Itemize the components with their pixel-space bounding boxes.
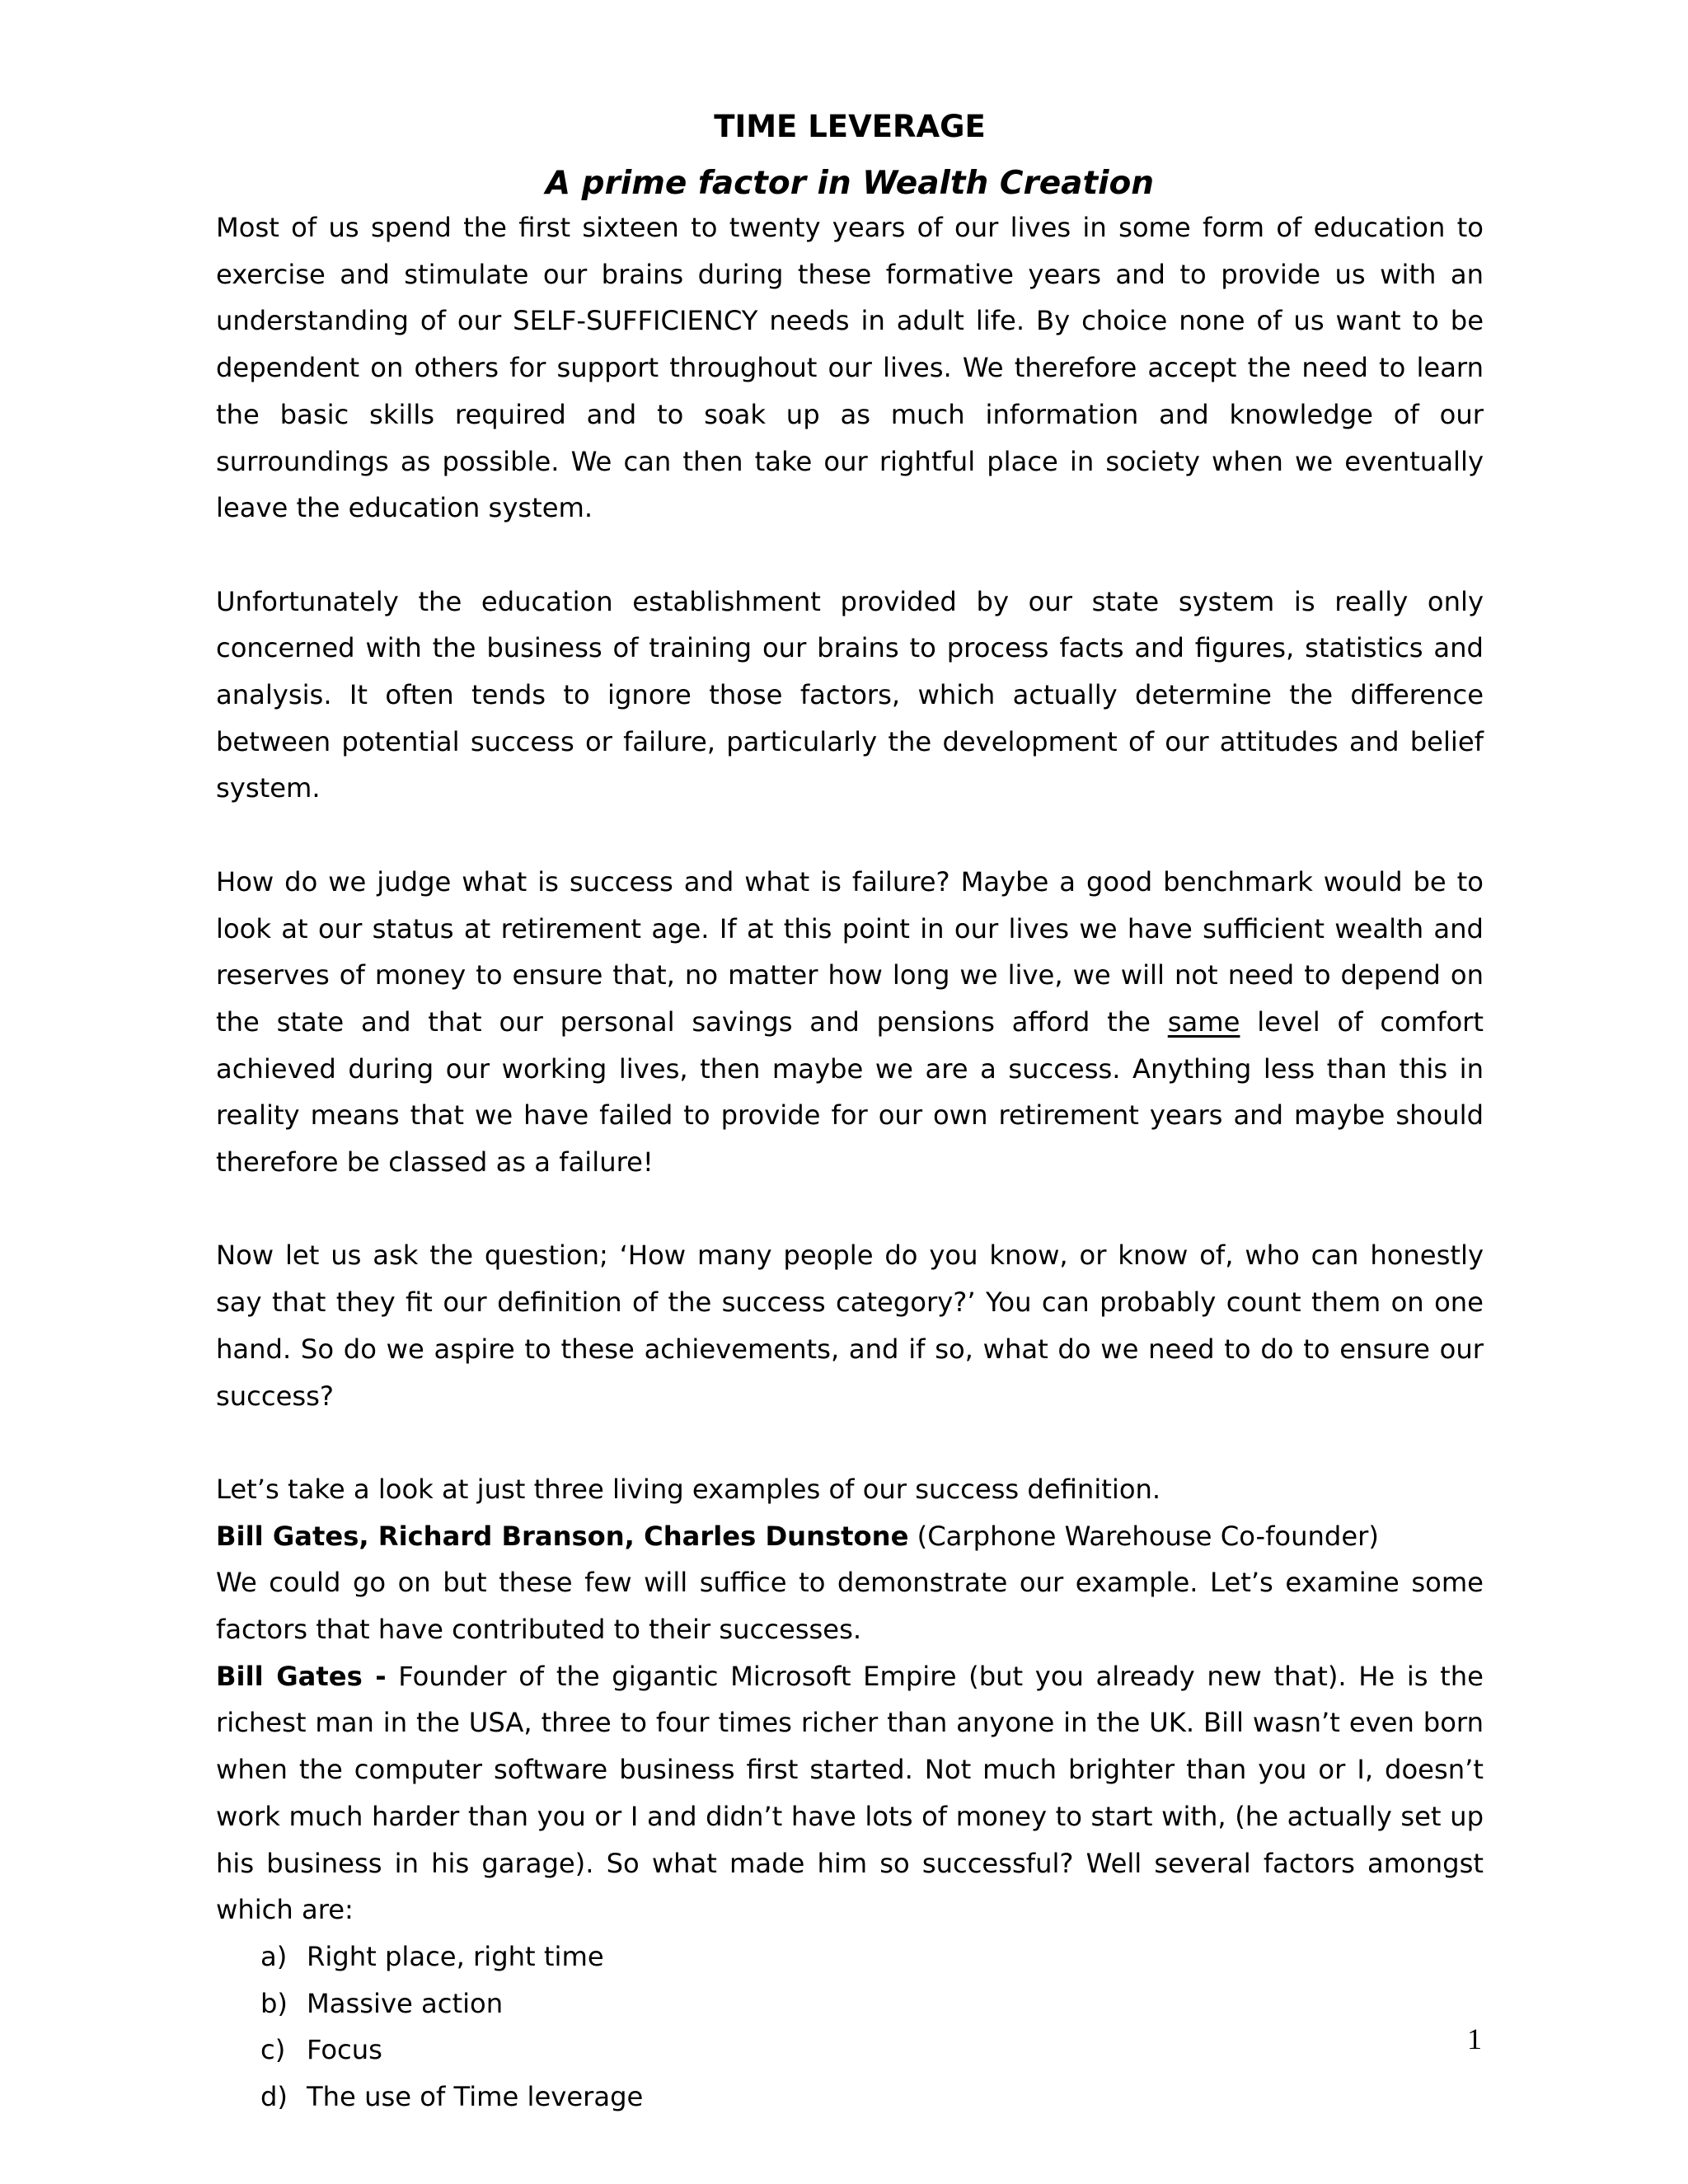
example-note: (Carphone Warehouse Co-founder)	[908, 1520, 1379, 1552]
document-subtitle: A prime factor in Wealth Creation	[545, 165, 1155, 202]
paragraph-question: Now let us ask the question; ‘How many people do you know, or know of, who can honestly say that they fit our definition of the success category?’ You can probably count them on one hand. So do we aspire to these achievements, and if so, what do we need to do to ensure our success?	[216, 1240, 1484, 1412]
list-item	[260, 1933, 1484, 1980]
list-item-text: The use of Time leverage	[307, 2081, 644, 2113]
list-item-text: Right place, right time	[307, 1940, 604, 1972]
document-page	[216, 107, 1484, 2121]
list-marker: b)	[260, 1987, 288, 2019]
paragraph-education-system: Unfortunately the education establishment provided by our state system is really only concerned with the business of training our brains to process facts and figures, statistics and analysis. It often tends to ignore those factors, which actually determine the difference between potential success or failure, particularly the development of our attitudes and belief system.	[216, 585, 1484, 804]
list-item	[260, 2027, 1484, 2074]
example-names: Bill Gates, Richard Branson, Charles Dunstone	[216, 1520, 909, 1552]
list-item-text: Focus	[307, 2034, 382, 2066]
list-marker: d)	[260, 2081, 288, 2113]
paragraph-gap	[216, 812, 1484, 859]
paragraph-success-definition	[216, 859, 1484, 1186]
list-marker: a)	[260, 1940, 288, 1972]
list-marker: c)	[260, 2034, 286, 2066]
paragraph-text: How do we judge what is success and what is failure? Maybe a good benchmark would be to look at our status at retirement age. If at this point in our lives we have sufficient wealth and reserves of money to ensure that, no matter how long we live, we will not need to depend on the state and that our personal savings and pensions afford the	[216, 865, 1484, 1038]
underlined-word: same	[1167, 1005, 1240, 1038]
paragraph-education: Most of us spend the first sixteen to twenty years of our lives in some form of education to exercise and stimulate our brains during these formative years and to provide us with an understanding of our SELF-SUFFICIENCY needs in adult life. By choice none of us want to be dependent on others for support throughout our lives. We therefore accept the need to learn the basic skills required and to soak up as much information and knowledge of our surroundings as possible. We can then take our rightful place in society when we eventually leave the education system.	[216, 212, 1484, 524]
paragraph-bill-gates	[216, 1653, 1484, 1933]
page-number: 1	[1467, 2022, 1482, 2055]
paragraph-examples-intro: Let’s take a look at just three living examples of our success definition.	[216, 1473, 1161, 1505]
document-title: TIME LEVERAGE	[714, 109, 986, 144]
paragraph-gap	[216, 532, 1484, 579]
paragraph-examples-suffice: We could go on but these few will suffice to demonstrate our example. Let’s examine some factors that have contributed to their successes.	[216, 1567, 1484, 1646]
paragraph-gap	[216, 1186, 1484, 1233]
list-item-text: Massive action	[307, 1987, 504, 2019]
bill-gates-label: Bill Gates -	[216, 1660, 387, 1692]
paragraph-text: level of comfort achieved during our working lives, then maybe we are a success. Anything less than this in reality means that we have failed to provide for our own retirement years and maybe should therefore be classed as a failure!	[216, 1005, 1484, 1179]
list-item	[260, 1980, 1484, 2027]
success-factors-list	[216, 1933, 1484, 2121]
list-item	[260, 2074, 1484, 2121]
paragraph-gap	[216, 1419, 1484, 1466]
paragraph-examples-names	[216, 1513, 1484, 1560]
bill-gates-text: Founder of the gigantic Microsoft Empire (but you already new that). He is the richest man in the USA, three to four times richer than anyone in the UK. Bill wasn’t even born when the computer software business first started. Not much brighter than you or I, doesn’t work much harder than you or I and didn’t have lots of money to start with, (he actually set up his business in his garage). So what made him so successful? Well several factors amongst which are:	[216, 1660, 1484, 1926]
